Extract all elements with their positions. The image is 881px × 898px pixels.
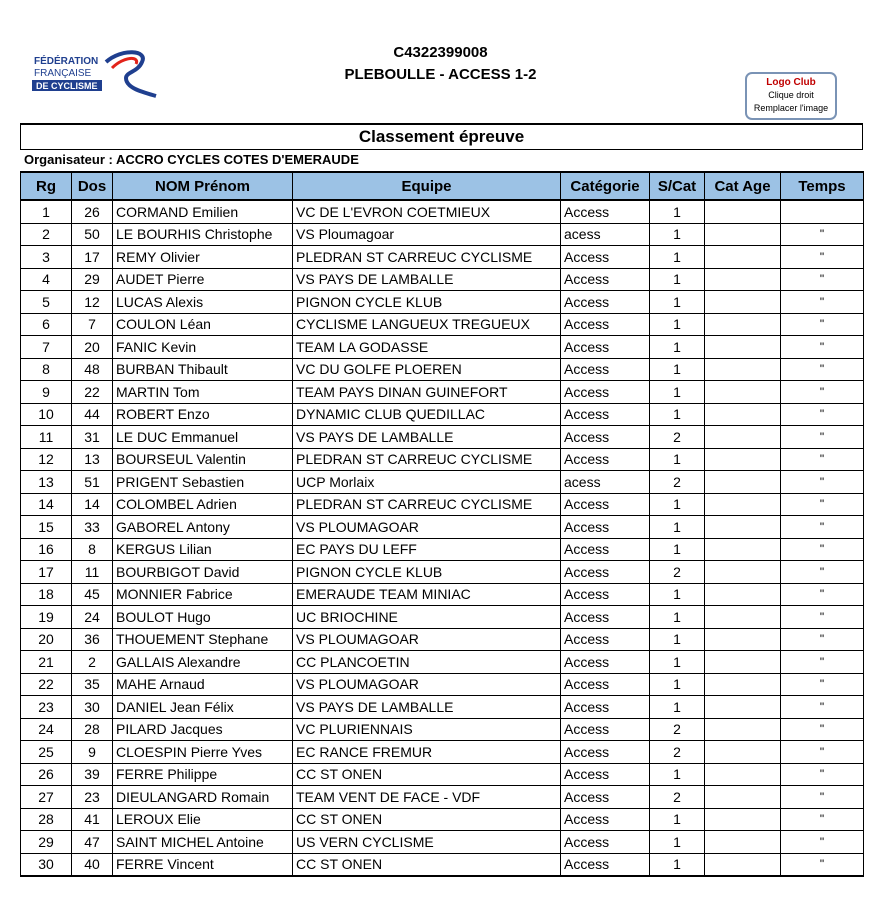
- cell-nom: COLOMBEL Adrien: [113, 493, 293, 516]
- cell-temps: ": [781, 291, 864, 314]
- results-table: [20, 171, 864, 877]
- cell-dos: 8: [72, 538, 113, 561]
- table-row: [21, 741, 864, 764]
- cell-categorie: Access: [561, 516, 650, 539]
- cell-temps: ": [781, 538, 864, 561]
- club-logo-hint-line1: Clique droit: [768, 90, 814, 100]
- cell-equipe: TEAM LA GODASSE: [293, 336, 561, 359]
- cell-categorie: Access: [561, 583, 650, 606]
- cell-rg: 13: [21, 471, 72, 494]
- table-row: [21, 808, 864, 831]
- cell-categorie: acess: [561, 471, 650, 494]
- cell-categorie: Access: [561, 718, 650, 741]
- cell-temps: ": [781, 831, 864, 854]
- cell-rg: 10: [21, 403, 72, 426]
- table-row: [21, 358, 864, 381]
- col-header-equipe: Equipe: [293, 172, 561, 200]
- cell-rg: 24: [21, 718, 72, 741]
- cell-equipe: EC RANCE FREMUR: [293, 741, 561, 764]
- classification-banner: Classement épreuve: [20, 123, 863, 150]
- cell-cat-age: [705, 426, 781, 449]
- cell-rg: 27: [21, 786, 72, 809]
- cell-nom: THOUEMENT Stephane: [113, 628, 293, 651]
- cell-rg: 15: [21, 516, 72, 539]
- cell-nom: AUDET Pierre: [113, 268, 293, 291]
- cell-temps: ": [781, 786, 864, 809]
- cell-categorie: Access: [561, 673, 650, 696]
- cell-cat-age: [705, 381, 781, 404]
- cell-dos: 51: [72, 471, 113, 494]
- cell-dos: 30: [72, 696, 113, 719]
- cell-temps: ": [781, 268, 864, 291]
- cell-rg: 2: [21, 223, 72, 246]
- cell-nom: COULON Léan: [113, 313, 293, 336]
- table-row: [21, 673, 864, 696]
- cell-categorie: Access: [561, 493, 650, 516]
- table-row: [21, 606, 864, 629]
- cell-cat-age: [705, 628, 781, 651]
- cell-categorie: Access: [561, 808, 650, 831]
- cell-cat-age: [705, 763, 781, 786]
- cell-cat-age: [705, 673, 781, 696]
- cell-cat-age: [705, 786, 781, 809]
- table-row: [21, 381, 864, 404]
- col-header-rg: Rg: [21, 172, 72, 200]
- cell-rg: 1: [21, 200, 72, 223]
- cell-dos: 39: [72, 763, 113, 786]
- cell-rg: 21: [21, 651, 72, 674]
- table-row: [21, 448, 864, 471]
- cell-equipe: DYNAMIC CLUB QUEDILLAC: [293, 403, 561, 426]
- cell-rg: 26: [21, 763, 72, 786]
- cell-scat: 1: [650, 853, 705, 876]
- cell-equipe: VC DE L'EVRON COETMIEUX: [293, 200, 561, 223]
- cell-equipe: TEAM PAYS DINAN GUINEFORT: [293, 381, 561, 404]
- cell-nom: FANIC Kevin: [113, 336, 293, 359]
- cell-categorie: Access: [561, 651, 650, 674]
- table-row: [21, 651, 864, 674]
- cell-nom: BOURBIGOT David: [113, 561, 293, 584]
- cell-cat-age: [705, 741, 781, 764]
- cell-rg: 11: [21, 426, 72, 449]
- cell-equipe: VC DU GOLFE PLOEREN: [293, 358, 561, 381]
- cell-temps: ": [781, 426, 864, 449]
- table-row: [21, 426, 864, 449]
- table-row: [21, 763, 864, 786]
- cell-categorie: Access: [561, 741, 650, 764]
- cell-nom: CLOESPIN Pierre Yves: [113, 741, 293, 764]
- cell-temps: ": [781, 516, 864, 539]
- cell-dos: 40: [72, 853, 113, 876]
- cell-cat-age: [705, 651, 781, 674]
- cell-rg: 25: [21, 741, 72, 764]
- cell-equipe: VS PLOUMAGOAR: [293, 628, 561, 651]
- cell-scat: 1: [650, 358, 705, 381]
- cell-rg: 7: [21, 336, 72, 359]
- cell-cat-age: [705, 561, 781, 584]
- cell-cat-age: [705, 583, 781, 606]
- cell-rg: 28: [21, 808, 72, 831]
- cell-categorie: Access: [561, 381, 650, 404]
- cell-equipe: VS PLOUMAGOAR: [293, 673, 561, 696]
- cell-temps: ": [781, 493, 864, 516]
- cell-scat: 2: [650, 561, 705, 584]
- cell-categorie: Access: [561, 200, 650, 223]
- cell-scat: 1: [650, 246, 705, 269]
- cell-nom: BOULOT Hugo: [113, 606, 293, 629]
- cell-rg: 4: [21, 268, 72, 291]
- cell-nom: ROBERT Enzo: [113, 403, 293, 426]
- cell-scat: 2: [650, 741, 705, 764]
- cell-equipe: VS PLOUMAGOAR: [293, 516, 561, 539]
- club-logo-placeholder[interactable]: [745, 72, 837, 120]
- cell-equipe: PIGNON CYCLE KLUB: [293, 291, 561, 314]
- cell-nom: MONNIER Fabrice: [113, 583, 293, 606]
- cell-scat: 1: [650, 808, 705, 831]
- cell-equipe: VS PAYS DE LAMBALLE: [293, 696, 561, 719]
- cell-categorie: acess: [561, 223, 650, 246]
- cell-cat-age: [705, 246, 781, 269]
- col-header-categorie: Catégorie: [561, 172, 650, 200]
- table-header-row: [21, 172, 864, 200]
- cell-scat: 1: [650, 448, 705, 471]
- cell-rg: 16: [21, 538, 72, 561]
- cell-cat-age: [705, 291, 781, 314]
- cell-rg: 8: [21, 358, 72, 381]
- cell-temps: ": [781, 448, 864, 471]
- cell-rg: 6: [21, 313, 72, 336]
- cell-dos: 9: [72, 741, 113, 764]
- cell-cat-age: [705, 403, 781, 426]
- cell-dos: 26: [72, 200, 113, 223]
- cell-dos: 31: [72, 426, 113, 449]
- cell-nom: LE DUC Emmanuel: [113, 426, 293, 449]
- cell-nom: GALLAIS Alexandre: [113, 651, 293, 674]
- table-row: [21, 853, 864, 876]
- col-header-dos: Dos: [72, 172, 113, 200]
- table-row: [21, 561, 864, 584]
- cell-cat-age: [705, 448, 781, 471]
- cell-nom: SAINT MICHEL Antoine: [113, 831, 293, 854]
- cell-equipe: CYCLISME LANGUEUX TREGUEUX: [293, 313, 561, 336]
- cell-dos: 2: [72, 651, 113, 674]
- cell-categorie: Access: [561, 426, 650, 449]
- cell-temps: ": [781, 606, 864, 629]
- cell-equipe: PLEDRAN ST CARREUC CYCLISME: [293, 493, 561, 516]
- cell-categorie: Access: [561, 291, 650, 314]
- cell-temps: ": [781, 403, 864, 426]
- cell-rg: 19: [21, 606, 72, 629]
- cell-temps: ": [781, 853, 864, 876]
- cell-nom: GABOREL Antony: [113, 516, 293, 539]
- cell-nom: CORMAND Emilien: [113, 200, 293, 223]
- cell-nom: BOURSEUL Valentin: [113, 448, 293, 471]
- federation-logo-line3: DE CYCLISME: [36, 81, 98, 91]
- cell-cat-age: [705, 200, 781, 223]
- cell-categorie: Access: [561, 403, 650, 426]
- cell-rg: 29: [21, 831, 72, 854]
- cell-scat: 1: [650, 313, 705, 336]
- cell-nom: PILARD Jacques: [113, 718, 293, 741]
- cell-cat-age: [705, 313, 781, 336]
- cell-nom: FERRE Vincent: [113, 853, 293, 876]
- cell-dos: 45: [72, 583, 113, 606]
- cell-categorie: Access: [561, 628, 650, 651]
- table-row: [21, 268, 864, 291]
- cell-nom: LEROUX Elie: [113, 808, 293, 831]
- cell-rg: 3: [21, 246, 72, 269]
- cell-dos: 23: [72, 786, 113, 809]
- col-header-temps: Temps: [781, 172, 864, 200]
- cell-temps: ": [781, 628, 864, 651]
- cell-equipe: CC ST ONEN: [293, 808, 561, 831]
- table-row: [21, 628, 864, 651]
- cell-dos: 47: [72, 831, 113, 854]
- table-row: [21, 493, 864, 516]
- cell-temps: ": [781, 313, 864, 336]
- cell-categorie: Access: [561, 561, 650, 584]
- club-logo-hint-line2: Remplacer l'image: [753, 103, 829, 113]
- cell-equipe: VS PAYS DE LAMBALLE: [293, 426, 561, 449]
- document-code: C4322399008: [393, 44, 488, 61]
- cell-temps: ": [781, 583, 864, 606]
- cell-nom: BURBAN Thibault: [113, 358, 293, 381]
- cell-temps: ": [781, 336, 864, 359]
- cell-rg: 14: [21, 493, 72, 516]
- cell-scat: 1: [650, 673, 705, 696]
- cell-categorie: Access: [561, 246, 650, 269]
- cell-dos: 35: [72, 673, 113, 696]
- cell-nom: KERGUS Lilian: [113, 538, 293, 561]
- cell-dos: 24: [72, 606, 113, 629]
- cell-scat: 1: [650, 268, 705, 291]
- cell-categorie: Access: [561, 606, 650, 629]
- cell-nom: FERRE Philippe: [113, 763, 293, 786]
- table-row: [21, 313, 864, 336]
- cell-equipe: PLEDRAN ST CARREUC CYCLISME: [293, 448, 561, 471]
- cell-scat: 1: [650, 200, 705, 223]
- cell-temps: ": [781, 673, 864, 696]
- cell-scat: 1: [650, 606, 705, 629]
- cell-cat-age: [705, 696, 781, 719]
- cell-equipe: UCP Morlaix: [293, 471, 561, 494]
- cell-nom: MARTIN Tom: [113, 381, 293, 404]
- cell-temps: ": [781, 246, 864, 269]
- cell-dos: 36: [72, 628, 113, 651]
- cell-equipe: CC PLANCOETIN: [293, 651, 561, 674]
- cell-equipe: VS PAYS DE LAMBALLE: [293, 268, 561, 291]
- cell-scat: 1: [650, 763, 705, 786]
- cell-scat: 1: [650, 403, 705, 426]
- cell-categorie: Access: [561, 358, 650, 381]
- table-row: [21, 336, 864, 359]
- table-row: [21, 516, 864, 539]
- cell-nom: LE BOURHIS Christophe: [113, 223, 293, 246]
- cell-scat: 2: [650, 426, 705, 449]
- cell-temps: ": [781, 741, 864, 764]
- cell-equipe: PLEDRAN ST CARREUC CYCLISME: [293, 246, 561, 269]
- cell-equipe: TEAM VENT DE FACE - VDF: [293, 786, 561, 809]
- cell-rg: 22: [21, 673, 72, 696]
- cell-temps: ": [781, 358, 864, 381]
- cell-temps: ": [781, 471, 864, 494]
- cell-dos: 11: [72, 561, 113, 584]
- cell-scat: 1: [650, 831, 705, 854]
- organiser-line: Organisateur : ACCRO CYCLES COTES D'EMERAUDE: [24, 152, 359, 167]
- col-header-cat-age: Cat Age: [705, 172, 781, 200]
- cell-temps: ": [781, 808, 864, 831]
- cell-scat: 1: [650, 651, 705, 674]
- cell-scat: 2: [650, 786, 705, 809]
- cell-dos: 28: [72, 718, 113, 741]
- table-row: [21, 696, 864, 719]
- cell-scat: 1: [650, 583, 705, 606]
- cell-scat: 1: [650, 628, 705, 651]
- cell-rg: 9: [21, 381, 72, 404]
- cell-rg: 23: [21, 696, 72, 719]
- cell-rg: 20: [21, 628, 72, 651]
- cell-categorie: Access: [561, 786, 650, 809]
- cell-scat: 1: [650, 493, 705, 516]
- federation-logo-line1: FÉDÉRATION: [34, 56, 99, 67]
- col-header-scat: S/Cat: [650, 172, 705, 200]
- cell-categorie: Access: [561, 538, 650, 561]
- cell-temps: ": [781, 718, 864, 741]
- table-row: [21, 200, 864, 223]
- cell-dos: 50: [72, 223, 113, 246]
- cell-scat: 1: [650, 223, 705, 246]
- cell-dos: 13: [72, 448, 113, 471]
- cell-scat: 2: [650, 718, 705, 741]
- club-logo-title: Logo Club: [766, 77, 816, 88]
- cell-nom: DANIEL Jean Félix: [113, 696, 293, 719]
- table-row: [21, 223, 864, 246]
- cell-scat: 1: [650, 696, 705, 719]
- cell-dos: 12: [72, 291, 113, 314]
- cell-dos: 48: [72, 358, 113, 381]
- cell-cat-age: [705, 516, 781, 539]
- cell-categorie: Access: [561, 448, 650, 471]
- cell-equipe: US VERN CYCLISME: [293, 831, 561, 854]
- cell-temps: ": [781, 381, 864, 404]
- cell-rg: 18: [21, 583, 72, 606]
- cell-dos: 22: [72, 381, 113, 404]
- table-row: [21, 471, 864, 494]
- cell-scat: 2: [650, 471, 705, 494]
- cell-scat: 1: [650, 381, 705, 404]
- cell-equipe: CC ST ONEN: [293, 853, 561, 876]
- table-row: [21, 786, 864, 809]
- cell-cat-age: [705, 336, 781, 359]
- cell-categorie: Access: [561, 268, 650, 291]
- cell-cat-age: [705, 471, 781, 494]
- cell-dos: 7: [72, 313, 113, 336]
- cell-dos: 17: [72, 246, 113, 269]
- cell-rg: 12: [21, 448, 72, 471]
- cell-cat-age: [705, 606, 781, 629]
- cell-temps: [781, 200, 864, 223]
- table-row: [21, 246, 864, 269]
- cell-scat: 1: [650, 516, 705, 539]
- cell-equipe: PIGNON CYCLE KLUB: [293, 561, 561, 584]
- cell-categorie: Access: [561, 831, 650, 854]
- cell-nom: DIEULANGARD Romain: [113, 786, 293, 809]
- cell-scat: 1: [650, 291, 705, 314]
- cell-rg: 30: [21, 853, 72, 876]
- cell-cat-age: [705, 268, 781, 291]
- cell-dos: 41: [72, 808, 113, 831]
- cell-scat: 1: [650, 538, 705, 561]
- cell-temps: ": [781, 561, 864, 584]
- table-row: [21, 291, 864, 314]
- cell-equipe: EC PAYS DU LEFF: [293, 538, 561, 561]
- cell-equipe: VS Ploumagoar: [293, 223, 561, 246]
- cell-categorie: Access: [561, 696, 650, 719]
- cell-temps: ": [781, 763, 864, 786]
- cell-nom: REMY Olivier: [113, 246, 293, 269]
- cell-rg: 17: [21, 561, 72, 584]
- cell-categorie: Access: [561, 853, 650, 876]
- race-title: PLEBOULLE - ACCESS 1-2: [344, 66, 537, 83]
- cell-cat-age: [705, 718, 781, 741]
- cell-dos: 33: [72, 516, 113, 539]
- cell-equipe: UC BRIOCHINE: [293, 606, 561, 629]
- cell-nom: PRIGENT Sebastien: [113, 471, 293, 494]
- table-row: [21, 831, 864, 854]
- cell-dos: 44: [72, 403, 113, 426]
- cell-cat-age: [705, 831, 781, 854]
- cell-dos: 20: [72, 336, 113, 359]
- cell-nom: MAHE Arnaud: [113, 673, 293, 696]
- cell-scat: 1: [650, 336, 705, 359]
- cell-cat-age: [705, 223, 781, 246]
- cell-nom: LUCAS Alexis: [113, 291, 293, 314]
- cell-categorie: Access: [561, 336, 650, 359]
- col-header-nom: NOM Prénom: [113, 172, 293, 200]
- table-row: [21, 403, 864, 426]
- cell-categorie: Access: [561, 313, 650, 336]
- table-row: [21, 538, 864, 561]
- cell-categorie: Access: [561, 763, 650, 786]
- cell-cat-age: [705, 493, 781, 516]
- cell-equipe: VC PLURIENNAIS: [293, 718, 561, 741]
- cell-dos: 29: [72, 268, 113, 291]
- cell-cat-age: [705, 358, 781, 381]
- cell-equipe: EMERAUDE TEAM MINIAC: [293, 583, 561, 606]
- cell-cat-age: [705, 538, 781, 561]
- table-row: [21, 718, 864, 741]
- cell-equipe: CC ST ONEN: [293, 763, 561, 786]
- cell-temps: ": [781, 696, 864, 719]
- cell-rg: 5: [21, 291, 72, 314]
- table-row: [21, 583, 864, 606]
- federation-logo-line2: FRANÇAISE: [34, 68, 92, 79]
- cell-dos: 14: [72, 493, 113, 516]
- cell-temps: ": [781, 651, 864, 674]
- cell-cat-age: [705, 853, 781, 876]
- cell-temps: ": [781, 223, 864, 246]
- cell-cat-age: [705, 808, 781, 831]
